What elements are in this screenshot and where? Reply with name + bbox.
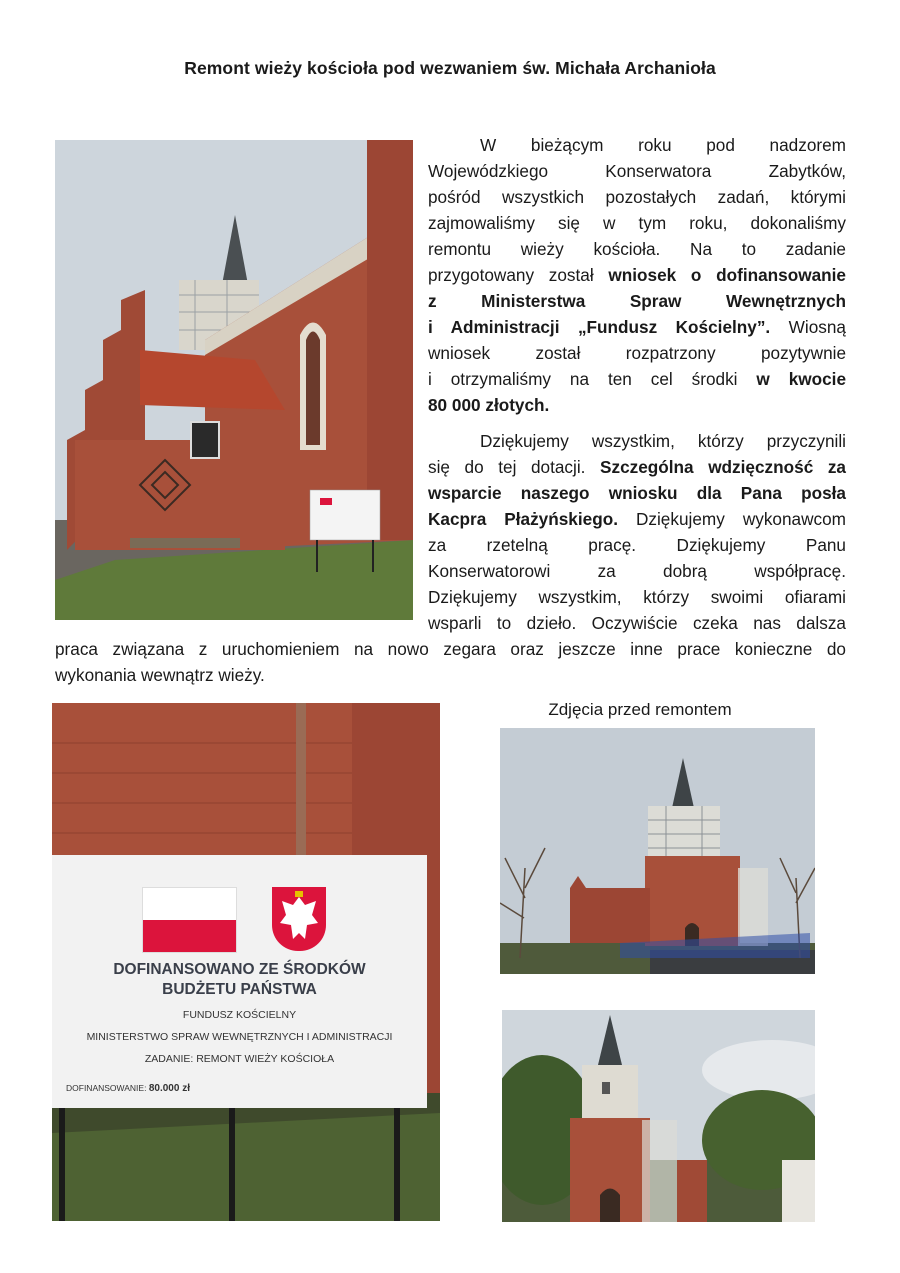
photo-caption: Zdjęcia przed remontem	[548, 700, 732, 719]
tower-before-photo-1	[500, 728, 815, 974]
church-side-photo	[55, 140, 413, 620]
paragraph-line: Dziękujemy wszystkim, którzy przyczynili	[480, 431, 846, 451]
paragraph-line: wsparli to dzieło. Oczywiście czeka nas dalsza	[428, 613, 846, 633]
paragraph-line: praca związana z uruchomieniem na nowo zegara oraz jeszcze inne prace konieczne do	[55, 639, 846, 659]
paragraph-line: zajmowaliśmy się w tym roku, dokonaliśmy	[428, 213, 846, 233]
paragraph-line: pośród wszystkich pozostałych zadań, którymi	[428, 187, 846, 207]
eagle-emblem-icon	[272, 887, 326, 951]
paragraph-line: przygotowany został wniosek o dofinansowanie	[428, 265, 846, 285]
paragraph-line: wniosek został rozpatrzony pozytywnie	[428, 343, 846, 363]
paragraph-line: wsparcie naszego wniosku dla Pana posła	[428, 483, 846, 503]
page-title: Remont wieży kościoła pod wezwaniem św. Michała Archanioła	[184, 58, 716, 78]
paragraph-line: z Ministerstwa Spraw Wewnętrznych	[428, 291, 846, 311]
paragraph-line: za rzetelną pracę. Dziękujemy Panu	[428, 535, 846, 555]
paragraph-line: Wojewódzkiego Konserwatora Zabytków,	[428, 161, 846, 181]
paragraph-line: W bieżącym roku pod nadzorem	[480, 135, 846, 155]
funding-sign	[52, 855, 427, 1108]
paragraph-line: i Administracji „Fundusz Kościelny”. Wiosną	[428, 317, 846, 337]
paragraph-line: Kacpra Płażyńskiego. Dziękujemy wykonawcom	[428, 509, 846, 529]
sign-amount-value: 80.000 zł	[148, 1083, 190, 1094]
paragraph-3	[55, 636, 846, 688]
paragraph-line: 80 000 złotych.	[428, 395, 550, 415]
paragraph-2	[428, 428, 846, 636]
sign-line-1: FUNDUSZ KOŚCIELNY	[182, 1009, 297, 1021]
paragraph-line: i otrzymaliśmy na ten cel środki w kwocie	[428, 369, 847, 389]
sign-heading-2: BUDŻETU PAŃSTWA	[162, 981, 317, 998]
paragraph-line: Konserwatorowi za dobrą współpracę.	[428, 561, 846, 581]
sign-line-3: ZADANIE: REMONT WIEŻY KOŚCIOŁA	[144, 1053, 335, 1065]
sign-amount	[66, 1083, 190, 1094]
paragraph-line: remontu wieży kościoła. Na to zadanie	[428, 239, 846, 259]
sign-line-2: MINISTERSTWO SPRAW WEWNĘTRZNYCH I ADMINISTRACJI	[86, 1031, 393, 1043]
paragraph-line: Dziękujemy wszystkim, którzy swoimi ofiarami	[428, 587, 846, 607]
sign-amount-label: DOFINANSOWANIE:	[66, 1083, 147, 1093]
flag-icon	[142, 887, 237, 953]
sign-heading-1: DOFINANSOWANO ZE ŚRODKÓW	[113, 961, 366, 978]
tower-before-photo-2	[502, 1010, 815, 1222]
paragraph-line: wykonania wewnątrz wieży.	[55, 665, 265, 685]
paragraph-line: się do tej dotacji. Szczególna wdzięczność za	[428, 457, 846, 477]
paragraph-1	[428, 132, 846, 418]
